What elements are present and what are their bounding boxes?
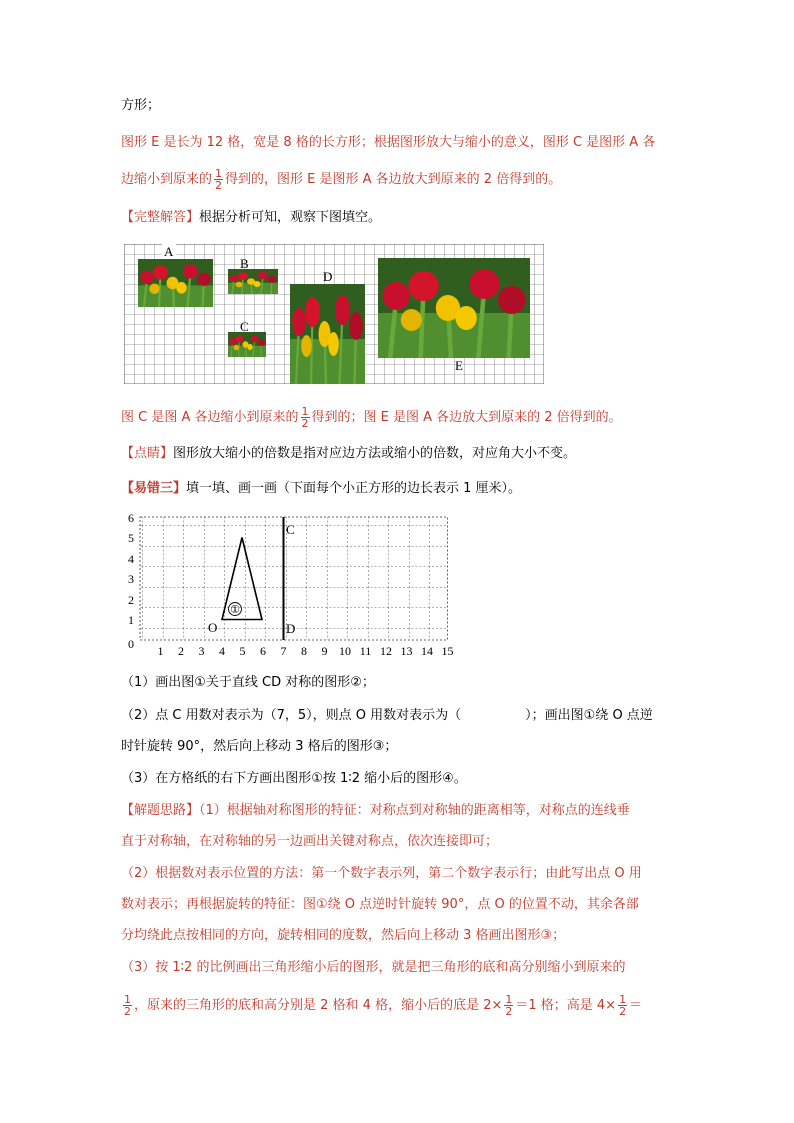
solution-line-6: （3）按 1∶2 的比例画出三角形缩小后的图形，就是把三角形的底和高分别缩小到原来的 (121, 960, 626, 975)
picture-c (228, 332, 266, 357)
x-tick: 10 (339, 644, 351, 658)
text-line-2: 图形 E 是长为 12 格，宽是 8 格的长方形；根据图形放大与缩小的意义，图形 C 是图形 A 各 (121, 135, 656, 150)
question-2-line-2: 时针旋转 90°，然后向上移动 3 格后的图形③； (121, 739, 398, 754)
label-a: A (164, 244, 174, 259)
x-tick: 7 (280, 644, 287, 658)
point-d-label: D (286, 621, 296, 636)
solution-line-4: 数对表示；再根据旋转的特征：图①绕 O 点逆时针旋转 90°，点 O 的位置不动，其余各部 (121, 897, 639, 912)
solution-line-7: $\frac{1}{2}$ ，原来的三角形的底和高分别是 2 格和 4 格，缩小后的底是 2× $\frac{1}{2}$ ＝1 格；高是 4× $\frac{1}{2}$ ＝ (124, 993, 643, 1018)
x-tick: 13 (400, 644, 413, 658)
question-1: （1）画出图①关于直线 CD 对称的图形②； (121, 675, 375, 690)
x-tick: 5 (239, 644, 246, 658)
fraction: $\frac{1}{2}$ (124, 993, 131, 1018)
picture-e (378, 258, 530, 358)
y-tick: 5 (128, 531, 134, 545)
text-line-4: 【完整解答】根据分析可知，观察下图填空。 (121, 210, 382, 225)
x-tick: 9 (321, 644, 328, 658)
y-tick: 3 (128, 572, 134, 586)
solution-line-3: （2）根据数对表示位置的方法：第一个数字表示列，第二个数字表示行；由此写出点 O 用 (121, 866, 642, 881)
x-tick: 3 (198, 644, 205, 658)
y-tick: 0 (128, 637, 134, 651)
label-d: D (323, 269, 333, 284)
text-line-1: 方形； (121, 98, 161, 113)
label-b: B (240, 256, 249, 271)
solution-line-1: 【解题思路】（1）根据轴对称图形的特征：对称点到对称轴的距离相等，对称点的连线垂 (121, 803, 630, 818)
x-tick: 12 (380, 644, 392, 658)
fraction: $\frac{1}{2}$ (619, 993, 627, 1018)
coordinate-grid (122, 505, 467, 660)
shape-label: ① (230, 604, 240, 616)
text-line-7: 【易错三】填一填、画一画（下面每个小正方形的边长表示 1 厘米）。 (121, 481, 522, 496)
figure-grid-1 (124, 244, 544, 384)
question-3: （3）在方格纸的右下方画出图形①按 1∶2 缩小后的图形④。 (121, 771, 467, 786)
y-tick: 4 (128, 552, 134, 566)
y-tick: 6 (128, 511, 134, 525)
label-c: C (240, 319, 249, 334)
x-tick: 11 (359, 644, 372, 658)
x-tick: 1 (157, 644, 164, 658)
x-tick: 4 (219, 644, 225, 658)
point-c-label: C (286, 522, 295, 537)
fraction: $\frac{1}{2}$ (215, 167, 223, 192)
picture-b (228, 269, 278, 294)
fraction: $\frac{1}{2}$ (301, 405, 309, 430)
solution-line-2: 直于对称轴，在对称轴的另一边画出关键对称点，依次连接即可； (121, 834, 499, 849)
picture-a (138, 259, 213, 307)
x-tick: 2 (178, 644, 184, 658)
question-2-line-1: （2）点 C 用数对表示为（7，5），则点 O 用数对表示为（ ）；画出图①绕 O 点逆 (121, 708, 653, 723)
y-tick: 1 (128, 613, 134, 627)
text-line-5: 图 C 是图 A 各边缩小到原来的 $\frac{1}{2}$ 得到的；图 E 是图 A 各边放大到原来的 2 倍得到的。 (121, 405, 622, 430)
x-tick: 8 (301, 644, 307, 658)
x-tick: 6 (260, 644, 266, 658)
text-line-3: 边缩小到原来的 $\frac{1}{2}$ 得到的，图形 E 是图形 A 各边放大到原来的 2 倍得到的。 (121, 167, 562, 192)
point-o-label: O (208, 620, 218, 635)
x-tick: 14 (421, 644, 433, 658)
solution-line-5: 分均绕此点按相同的方向，旋转相同的度数，然后向上移动 3 格画出图形③； (121, 928, 566, 943)
picture-d (290, 284, 365, 384)
label-e: E (455, 358, 463, 373)
text-line-6: 【点睛】图形放大缩小的倍数是指对应边方法或缩小的倍数，对应角大小不变。 (121, 446, 577, 461)
fraction: $\frac{1}{2}$ (505, 993, 513, 1018)
y-tick: 2 (128, 593, 134, 607)
x-tick: 15 (441, 644, 454, 658)
